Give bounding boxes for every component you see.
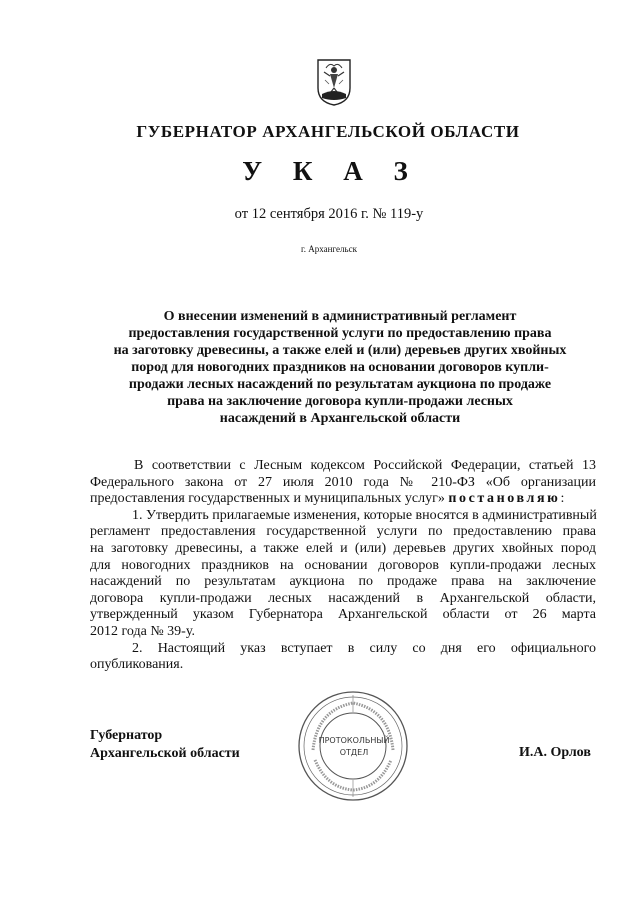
item1-line: утвержденный указом Губернатора Архангельской области от 26 марта: [90, 607, 596, 623]
item2-line: опубликования.: [90, 657, 184, 673]
document-body: [90, 458, 596, 674]
item1-line: насаждений по результатам аукциона по продаже права на заключение: [90, 574, 596, 590]
position-line: Губернатор: [90, 728, 163, 743]
stamp-line: ПРОТОКОЛЬНЫЙ: [318, 736, 390, 745]
item2-line: 2. Настоящий указ вступает в силу со дня его официального: [132, 640, 596, 656]
preamble-line: [90, 491, 596, 508]
title-line: предоставления государственной услуги по предоставлению права: [128, 326, 552, 341]
organization-heading: ГУБЕРНАТОР АРХАНГЕЛЬСКОЙ ОБЛАСТИ: [136, 122, 520, 141]
resolves-colon: :: [560, 491, 565, 507]
item1-line: 1. Утвердить прилагаемые изменения, которые вносятся в административный: [132, 507, 597, 523]
position-line: Архангельской области: [90, 746, 240, 761]
city-label: г. Архангельск: [301, 244, 357, 254]
title-line: продажи лесных насаждений по результатам аукциона по продаже: [128, 377, 552, 392]
preamble-text: предоставления государственных и муниципальных услуг»: [90, 491, 445, 507]
item1-line: договора купли-продажи лесных насаждений в Архангельской области,: [90, 590, 596, 606]
preamble-line: В соответствии с Лесным кодексом Российской Федерации, статьей 13: [134, 458, 596, 473]
coat-of-arms-icon: [316, 58, 352, 106]
title-line: пород для новогодних праздников на основании договоров купли-: [131, 360, 549, 375]
signatory-name: И.А. Орлов: [519, 745, 591, 760]
official-stamp: [297, 690, 409, 802]
date-and-number: от 12 сентября 2016 г. № 119-у: [234, 206, 424, 222]
title-line: права на заключение договора купли-продажи лесных: [167, 394, 513, 409]
item1-line: регламент предоставления государственной услуги по предоставлению права: [90, 524, 596, 540]
item1-line: на заготовку древесины, а также елей и (или) деревьев других хвойных пород: [90, 540, 596, 556]
title-line: О внесении изменений в административный регламент: [163, 309, 517, 324]
document-type-heading: У К А З: [242, 156, 420, 186]
resolves-word: постановляю: [448, 491, 561, 507]
title-line: насаждений в Архангельской области: [219, 411, 461, 426]
title-line: на заготовку древесины, а также елей и (или) деревьев других хвойных: [113, 343, 567, 358]
item1-line: 2012 года № 39-у.: [90, 623, 195, 639]
stamp-line: ОТДЕЛ: [339, 748, 369, 757]
preamble-line: Федерального закона от 27 июля 2010 года № 210-ФЗ «Об организации: [90, 474, 596, 490]
signatory-position: [90, 727, 240, 763]
item1-line: для новогодних праздников на основании договоров купли-продажи лесных: [90, 557, 596, 573]
document-title: [95, 308, 585, 427]
